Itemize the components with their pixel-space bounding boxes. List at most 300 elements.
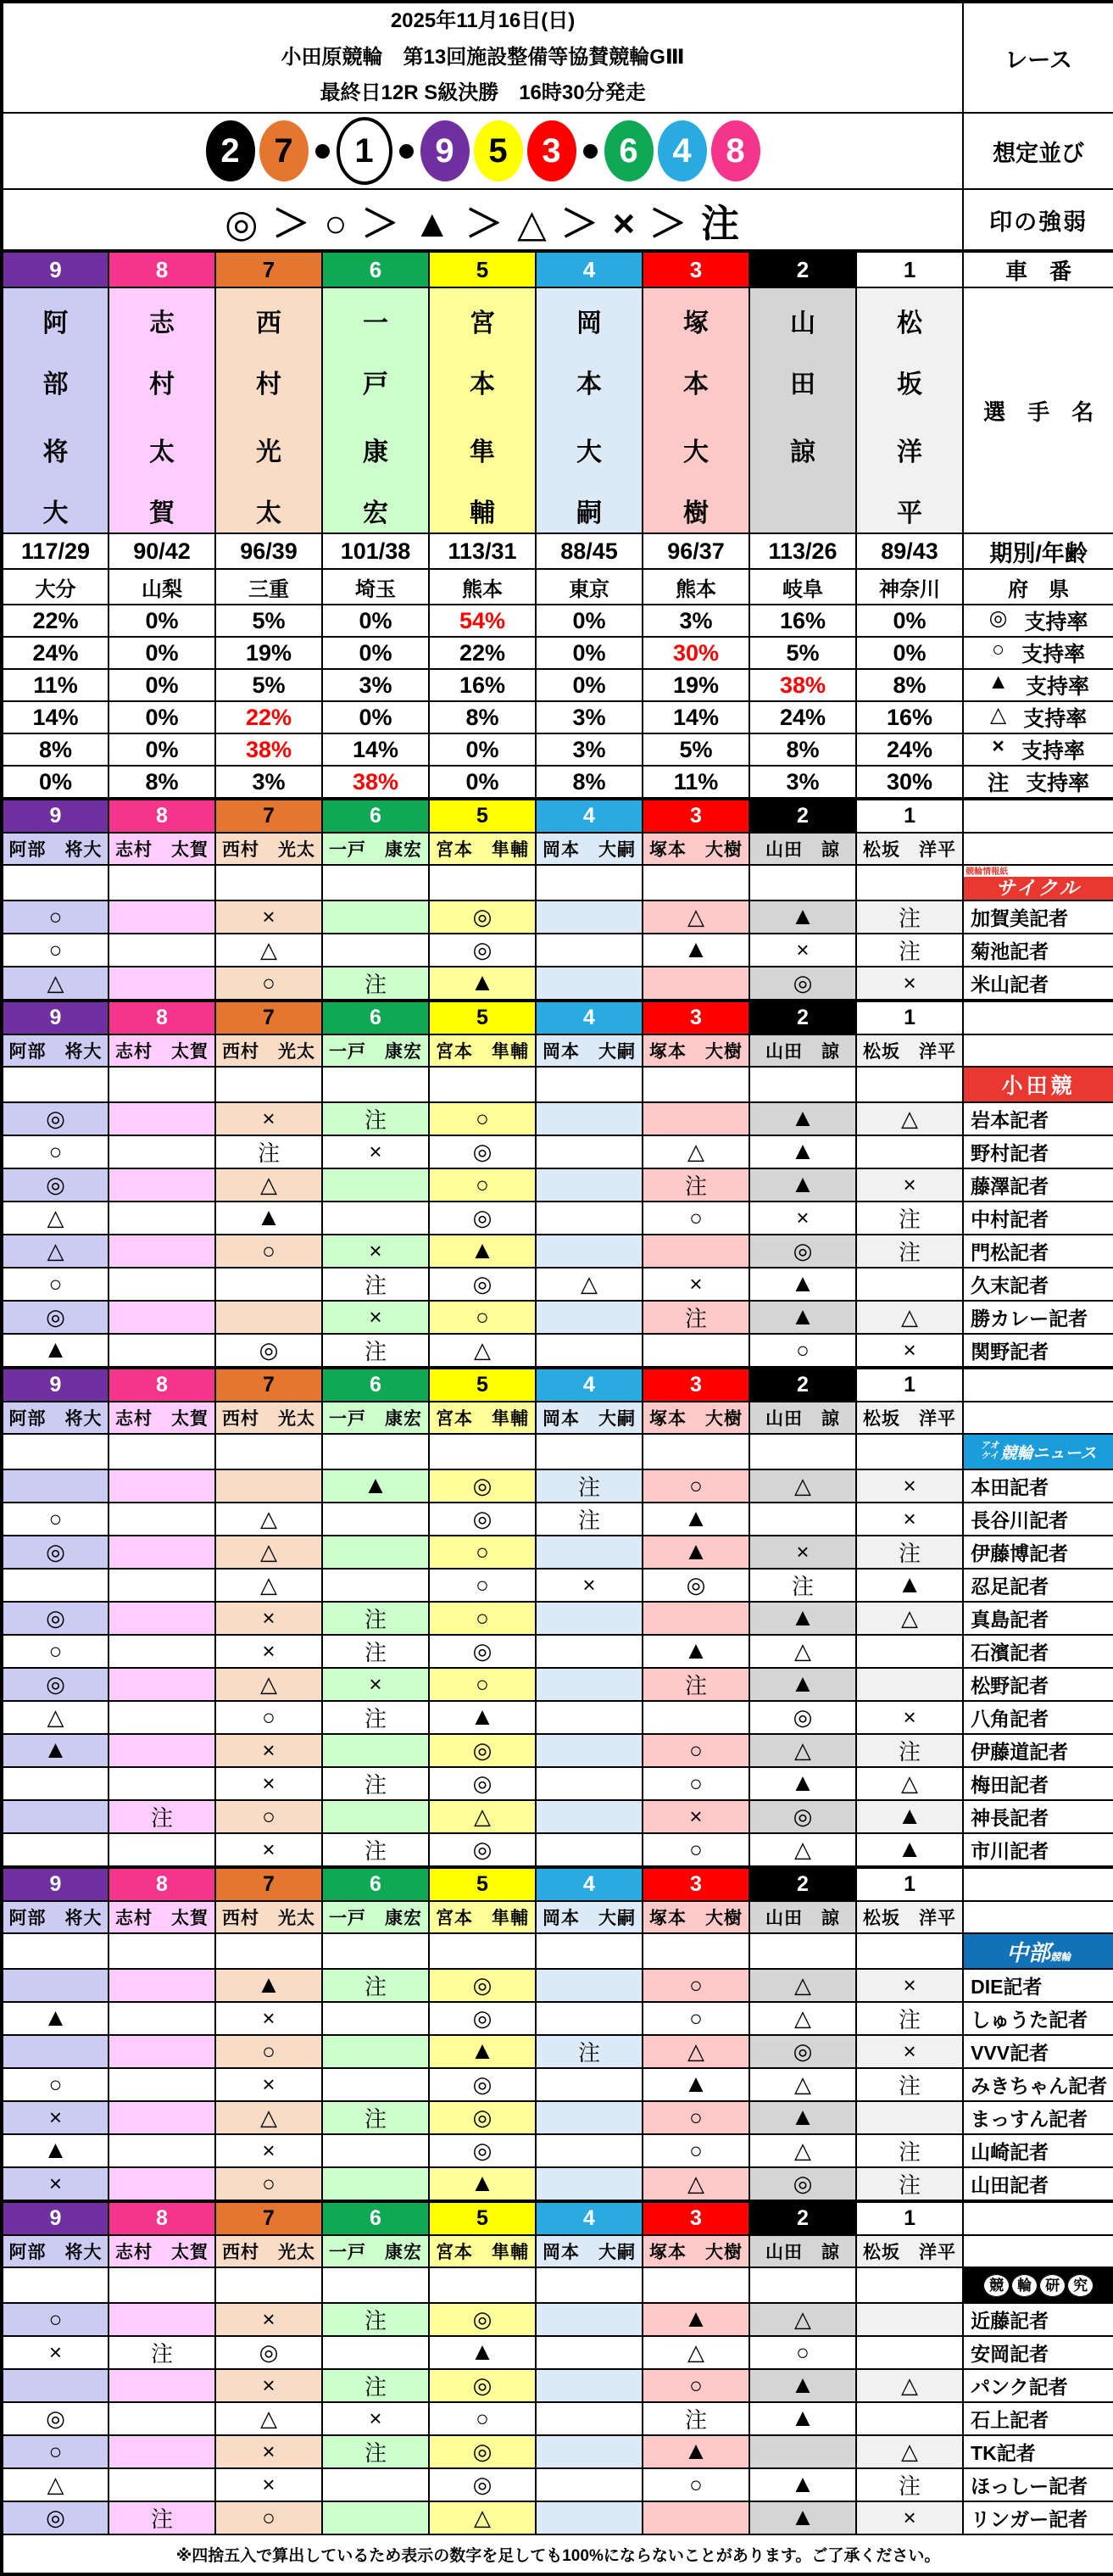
car-number-cell: 8: [109, 1867, 215, 1901]
reporter-name: 菊池記者: [963, 934, 1113, 967]
mark-cell: △: [643, 2336, 749, 2369]
blank-cell: [963, 2201, 1113, 2235]
car-number-cell: 9: [2, 1001, 109, 1034]
support-rate-cell: 0%: [856, 605, 963, 637]
reporter-name: しゅうた記者: [963, 2002, 1113, 2035]
pref-cell: 山梨: [109, 569, 215, 605]
mark-cell: ▲: [429, 2336, 536, 2369]
mark-cell: ◎: [429, 1767, 536, 1800]
reporter-row: [2, 967, 1113, 1001]
mark-cell: 注: [322, 1635, 429, 1668]
mark-cell: △: [749, 1969, 856, 2002]
reporter-name: VVV記者: [963, 2035, 1113, 2068]
rate-suffix: 支持率: [1021, 739, 1085, 763]
mark-cell: ◎: [429, 2068, 536, 2101]
blank-cell: [215, 1434, 322, 1469]
reporter-row: [2, 1767, 1113, 1800]
car-number-cell: 5: [429, 251, 536, 287]
mark-cell: [109, 1635, 215, 1668]
mark-cell: 注: [643, 1301, 749, 1334]
mark-cell: 注: [856, 900, 963, 934]
mark-cell: ◎: [429, 2369, 536, 2402]
mark-cell: [856, 2101, 963, 2134]
mark-cell: 注: [643, 2402, 749, 2435]
mark-cell: ○: [643, 1202, 749, 1235]
mark-cell: ○: [215, 2035, 322, 2068]
mark-cell: ▲: [749, 2468, 856, 2501]
mark-cell: ▲: [429, 1235, 536, 1268]
mark-cell: ▲: [2, 1734, 109, 1767]
mark-cell: [109, 1202, 215, 1235]
reporter-name: 石上記者: [963, 2402, 1113, 2435]
mark-cell: ◎: [429, 2303, 536, 2336]
section-logo-row: [2, 1933, 1113, 1969]
mark-cell: 注: [856, 934, 963, 967]
mark-cell: △: [536, 1268, 643, 1301]
lineup-car-2: 2: [206, 120, 255, 181]
rider-name-cell: 塚本 大樹: [643, 2235, 749, 2267]
reporter-name: 久末記者: [963, 1268, 1113, 1301]
mark-cell: [536, 2303, 643, 2336]
support-rate-cell: 8%: [2, 733, 109, 766]
reporter-row: [2, 1235, 1113, 1268]
mark-cell: ×: [856, 2501, 963, 2534]
rate-mark-icon: 注: [988, 772, 1010, 795]
car-number-cell: 9: [2, 1867, 109, 1901]
mark-cell: [215, 1268, 322, 1301]
mark-cell: [322, 2035, 429, 2068]
mark-cell: 注: [856, 2468, 963, 2501]
car-number-cell: 8: [109, 2201, 215, 2235]
mark-cell: ▲: [856, 1800, 963, 1833]
support-rate-cell: 22%: [2, 605, 109, 637]
mark-cell: [109, 1135, 215, 1168]
mark-cell: [109, 1102, 215, 1135]
mark-cell: [109, 1503, 215, 1536]
mark-cell: △: [856, 1602, 963, 1635]
car-number-cell: 1: [856, 1867, 963, 1901]
mark-cell: △: [749, 1734, 856, 1767]
mark-cell: ○: [2, 2068, 109, 2101]
blank-cell: [963, 1901, 1113, 1933]
mark-cell: ◎: [2, 1102, 109, 1135]
reporter-name: 伊藤博記者: [963, 1536, 1113, 1569]
reporter-row: [2, 1102, 1113, 1135]
blank-cell: [109, 1933, 215, 1969]
mark-cell: ×: [536, 1569, 643, 1602]
blank-cell: [322, 865, 429, 900]
car-number-cell: 7: [215, 2201, 322, 2235]
mark-cell: [109, 934, 215, 967]
blank-cell: [643, 2267, 749, 2303]
mark-cell: [536, 1668, 643, 1701]
rider-name-cell: 一戸 康宏: [322, 1901, 429, 1933]
mark-cell: [109, 1668, 215, 1701]
mark-cell: [643, 1334, 749, 1368]
rider-name-cell: 松 坂 洋 平: [856, 287, 963, 533]
mark-cell: ▲: [749, 2501, 856, 2534]
mark-cell: ○: [215, 967, 322, 1001]
blank-cell: [856, 1067, 963, 1102]
blank-cell: [749, 1434, 856, 1469]
rider-name-cell: 岡 本 大 嗣: [536, 287, 643, 533]
rate-label: [963, 605, 1113, 637]
rate-label: [963, 733, 1113, 766]
mark-cell: 注: [322, 2435, 429, 2468]
support-rate-cell: 16%: [429, 669, 536, 701]
expected-lineup: [2, 113, 963, 189]
newspaper-logo-cell: [963, 865, 1113, 900]
mark-cell: ×: [322, 1135, 429, 1168]
support-rate-cell: 3%: [215, 766, 322, 799]
mark-cell: [536, 1168, 643, 1202]
mark-cell: ×: [749, 934, 856, 967]
mark-cell: [536, 1102, 643, 1135]
mark-cell: [109, 1701, 215, 1734]
mark-cell: [749, 1503, 856, 1536]
mark-cell: ▲: [215, 1202, 322, 1235]
support-rate-cell: 0%: [322, 605, 429, 637]
car-number-cell: 4: [536, 1368, 643, 1402]
blank-cell: [749, 2267, 856, 2303]
blank-cell: [322, 1933, 429, 1969]
car-number-cell: 6: [322, 1867, 429, 1901]
mark-cell: ◎: [429, 1202, 536, 1235]
blank-cell: [215, 1933, 322, 1969]
blank-cell: [643, 1434, 749, 1469]
rider-name-label: 選 手 名: [963, 287, 1113, 533]
mark-cell: 注: [215, 1135, 322, 1168]
reporter-row: [2, 1969, 1113, 2002]
mark-cell: ○: [643, 2369, 749, 2402]
support-rate-cell: 14%: [643, 701, 749, 733]
section-car-number-row: [2, 799, 1113, 833]
mark-cell: [322, 2002, 429, 2035]
mark-cell: [322, 2167, 429, 2201]
car-number-cell: 7: [215, 1368, 322, 1402]
mark-cell: [109, 2002, 215, 2035]
reporter-row: [2, 2068, 1113, 2101]
mark-cell: [856, 1135, 963, 1168]
support-rate-cell: 14%: [2, 701, 109, 733]
reporter-row: [2, 900, 1113, 934]
mark-cell: ×: [322, 2402, 429, 2435]
mark-cell: [536, 2134, 643, 2167]
mark-cell: [322, 934, 429, 967]
rate-mark-icon: ◎: [988, 606, 1008, 630]
car-number-cell: 8: [109, 1001, 215, 1034]
mark-cell: [322, 1168, 429, 1202]
reporter-name: 門松記者: [963, 1235, 1113, 1268]
reporter-name: 中村記者: [963, 1202, 1113, 1235]
mark-cell: ×: [215, 1602, 322, 1635]
mark-cell: ◎: [429, 934, 536, 967]
blank-cell: [643, 865, 749, 900]
section-logo-row: [2, 1067, 1113, 1102]
lineup-car-9: 9: [420, 120, 470, 181]
mark-cell: △: [429, 2501, 536, 2534]
mark-cell: ▲: [429, 967, 536, 1001]
mark-cell: ◎: [749, 1800, 856, 1833]
blank-cell: [749, 1933, 856, 1969]
term-age-cell: 88/45: [536, 533, 643, 569]
support-rate-cell: 8%: [429, 701, 536, 733]
mark-cell: ○: [429, 1536, 536, 1569]
mark-cell: 注: [749, 1569, 856, 1602]
mark-cell: △: [2, 1235, 109, 1268]
blank-cell: [749, 865, 856, 900]
lineup-strip: [3, 117, 962, 185]
newspaper-logo-cell: [963, 1067, 1113, 1102]
mark-cell: ○: [643, 2002, 749, 2035]
mark-cell: [109, 1969, 215, 2002]
reporter-row: [2, 934, 1113, 967]
reporter-row: [2, 1503, 1113, 1536]
mark-cell: [215, 1301, 322, 1334]
mark-cell: ×: [749, 1536, 856, 1569]
support-rate-cell: 0%: [109, 605, 215, 637]
mark-cell: ○: [2, 900, 109, 934]
reporter-name: 梅田記者: [963, 1767, 1113, 1800]
blank-cell: [749, 1067, 856, 1102]
car-number-cell: 3: [643, 1867, 749, 1901]
mark-cell: △: [215, 1569, 322, 1602]
blank-cell: [536, 865, 643, 900]
mark-order: ◎ ＞ ○ ＞ ▲ ＞ △ ＞ × ＞ 注: [2, 189, 963, 251]
chubu-newspaper-logo: 中部 競輪: [964, 1934, 1113, 1968]
support-rate-cell: 0%: [536, 605, 643, 637]
blank-cell: [322, 1434, 429, 1469]
mark-cell: ▲: [429, 2167, 536, 2201]
section-rider-name-row: [2, 1901, 1113, 1933]
reporter-row: [2, 2101, 1113, 2134]
blank-cell: [963, 1034, 1113, 1067]
mark-cell: [2, 2369, 109, 2402]
mark-cell: ○: [429, 1168, 536, 1202]
mark-cell: [109, 1235, 215, 1268]
mark-cell: 注: [322, 1268, 429, 1301]
mark-cell: [536, 1969, 643, 2002]
blank-cell: [2, 1434, 109, 1469]
support-rate-cell: 38%: [749, 669, 856, 701]
pref-cell: 大分: [2, 569, 109, 605]
reporter-name: パンク記者: [963, 2369, 1113, 2402]
mark-cell: [322, 2468, 429, 2501]
lineup-car-5: 5: [474, 120, 523, 181]
support-rate-cell: 5%: [749, 637, 856, 669]
mark-cell: [2, 2035, 109, 2068]
mark-cell: [109, 900, 215, 934]
rider-name-cell: 西村 光太: [215, 833, 322, 865]
mark-cell: [536, 934, 643, 967]
mark-cell: 注: [322, 1767, 429, 1800]
mark-cell: ◎: [2, 1602, 109, 1635]
rider-name-cell: 松坂 洋平: [856, 833, 963, 865]
mark-cell: ▲: [749, 1602, 856, 1635]
rider-name-cell: 松坂 洋平: [856, 1034, 963, 1067]
mark-cell: [536, 2402, 643, 2435]
mark-cell: ▲: [749, 2402, 856, 2435]
mark-cell: △: [749, 2134, 856, 2167]
mark-cell: △: [429, 1800, 536, 1833]
rider-name-cell: 志村 太賀: [109, 2235, 215, 2267]
blank-cell: [429, 865, 536, 900]
rider-name-cell: 一 戸 康 宏: [322, 287, 429, 533]
mark-cell: ▲: [429, 2035, 536, 2068]
pref-cell: 三重: [215, 569, 322, 605]
mark-cell: [856, 2402, 963, 2435]
mark-cell: ×: [856, 967, 963, 1001]
rate-label: [963, 701, 1113, 733]
mark-cell: [322, 1503, 429, 1536]
mark-cell: 注: [643, 1668, 749, 1701]
car-number-cell: 6: [322, 2201, 429, 2235]
reporter-row: [2, 1334, 1113, 1368]
mark-cell: [536, 1235, 643, 1268]
mark-cell: [109, 2134, 215, 2167]
rate-label: [963, 669, 1113, 701]
support-rate-cell: 22%: [215, 701, 322, 733]
term-age-label: 期別/年齢: [963, 533, 1113, 569]
rider-name-cell: 西 村 光 太: [215, 287, 322, 533]
mark-cell: △: [643, 2167, 749, 2201]
lineup-car-8: 8: [711, 120, 760, 181]
mark-cell: [536, 1536, 643, 1569]
mark-cell: [536, 967, 643, 1001]
blank-cell: [215, 2267, 322, 2303]
race-info: 最終日12R S級決勝 16時30分発走: [320, 81, 646, 105]
mark-cell: [322, 2501, 429, 2534]
mark-cell: ◎: [749, 2167, 856, 2201]
mark-cell: △: [215, 1536, 322, 1569]
mark-cell: [856, 1268, 963, 1301]
mark-cell: ○: [2, 2303, 109, 2336]
section-rider-name-row: [2, 1034, 1113, 1067]
mark-cell: ○: [2, 2435, 109, 2468]
reporter-name: 忍足記者: [963, 1569, 1113, 1602]
mark-cell: [643, 2501, 749, 2534]
pref-cell: 熊本: [643, 569, 749, 605]
mark-cell: ◎: [429, 1833, 536, 1867]
mark-cell: [322, 2134, 429, 2167]
reporter-name: 藤澤記者: [963, 1168, 1113, 1202]
mark-cell: ○: [643, 1767, 749, 1800]
support-rate-cell: 8%: [109, 766, 215, 799]
reporter-row: [2, 1800, 1113, 1833]
section-car-number-row: [2, 2201, 1113, 2235]
support-rate-cell: 0%: [322, 701, 429, 733]
mark-cell: [536, 1301, 643, 1334]
mark-cell: 注: [322, 1833, 429, 1867]
reporter-row: [2, 1202, 1113, 1235]
mark-cell: 注: [109, 2501, 215, 2534]
mark-cell: ▲: [749, 1268, 856, 1301]
mark-cell: ×: [215, 1833, 322, 1867]
mark-cell: ◎: [429, 2468, 536, 2501]
mark-cell: ○: [2, 1268, 109, 1301]
reporter-name: ほっしー記者: [963, 2468, 1113, 2501]
mark-cell: [109, 2101, 215, 2134]
mark-cell: ○: [429, 1668, 536, 1701]
blank-cell: [109, 1434, 215, 1469]
mark-cell: [536, 2068, 643, 2101]
reporter-name: 真島記者: [963, 1602, 1113, 1635]
support-rate-cell: 14%: [322, 733, 429, 766]
mark-cell: [536, 2435, 643, 2468]
car-number-cell: 4: [536, 1867, 643, 1901]
reporter-row: [2, 2035, 1113, 2068]
reporter-row: [2, 2435, 1113, 2468]
blank-cell: [963, 833, 1113, 865]
car-number-cell: 2: [749, 1001, 856, 1034]
rider-name-cell: 岡本 大嗣: [536, 1034, 643, 1067]
support-rate-cell: 8%: [856, 669, 963, 701]
reporter-name: 伊藤道記者: [963, 1734, 1113, 1767]
reporter-name: 米山記者: [963, 967, 1113, 1001]
mark-cell: [322, 1536, 429, 1569]
mark-cell: ×: [856, 1168, 963, 1202]
mark-cell: ▲: [643, 1503, 749, 1536]
car-number-cell: 3: [643, 1001, 749, 1034]
mark-cell: [109, 1833, 215, 1867]
mark-order-label: 印の強弱: [963, 189, 1113, 251]
car-number-cell: 6: [322, 251, 429, 287]
mark-cell: ○: [749, 1334, 856, 1368]
rider-name-cell: 松坂 洋平: [856, 1901, 963, 1933]
rider-name-cell: 山田 諒: [749, 1034, 856, 1067]
car-number-cell: 4: [536, 1001, 643, 1034]
mark-cell: ×: [856, 1701, 963, 1734]
rider-name-cell: 志村 太賀: [109, 833, 215, 865]
car-number-cell: 3: [643, 2201, 749, 2235]
mark-cell: ▲: [429, 1701, 536, 1734]
pref-cell: 神奈川: [856, 569, 963, 605]
support-rate-cell: 24%: [856, 733, 963, 766]
mark-cell: [856, 1635, 963, 1668]
mark-cell: [109, 1268, 215, 1301]
reporter-row: [2, 1569, 1113, 1602]
mark-cell: [109, 1301, 215, 1334]
header-block: [2, 2, 1113, 799]
car-number-cell: 3: [643, 799, 749, 833]
mark-cell: ▲: [749, 900, 856, 934]
mark-cell: [536, 1734, 643, 1767]
support-rate-cell: 0%: [109, 669, 215, 701]
reporter-row: [2, 1668, 1113, 1701]
support-rate-cell: 3%: [322, 669, 429, 701]
reporter-row: [2, 1168, 1113, 1202]
mark-cell: ▲: [856, 1833, 963, 1867]
rider-name-cell: 宮本 隼輔: [429, 1402, 536, 1434]
mark-cell: [856, 2303, 963, 2336]
mark-cell: ×: [322, 1301, 429, 1334]
mark-cell: [536, 2501, 643, 2534]
lineup-dot-icon: [399, 144, 414, 159]
car-number-cell: 2: [749, 2201, 856, 2235]
rider-name-cell: 西村 光太: [215, 1901, 322, 1933]
blank-cell: [429, 1067, 536, 1102]
car-number-cell: 6: [322, 1368, 429, 1402]
reporter-row: [2, 2468, 1113, 2501]
mark-cell: △: [643, 2035, 749, 2068]
rider-name-cell: 阿部 将大: [2, 1034, 109, 1067]
reporter-name: 近藤記者: [963, 2303, 1113, 2336]
race-title: 小田原競輪 第13回施設整備等協賛競輪GⅢ: [281, 45, 685, 69]
mark-cell: ○: [643, 2134, 749, 2167]
section-logo-row: [2, 1434, 1113, 1469]
support-rate-cell: 24%: [2, 637, 109, 669]
mark-cell: [536, 1833, 643, 1867]
